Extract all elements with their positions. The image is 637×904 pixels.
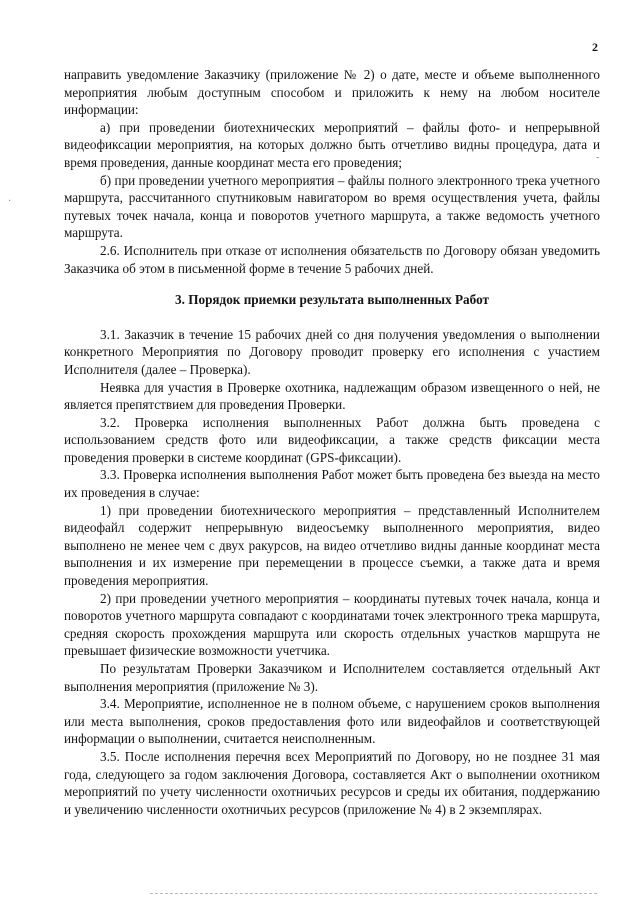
paragraph-case-2: 2) при проведении учетного мероприятия – координаты путевых точек начала, конца и поворотов учетного маршрута совпадают с координатами точек электронного трека маршрута, средняя скорость прохождения маршрута или скорость отдельных участков маршрута не превышает физические возможности учетчика. [64, 590, 600, 659]
scan-speck: - [596, 152, 600, 163]
paragraph-inspection-act: По результатам Проверки Заказчиком и Исполнителем составляется отдельный Акт выполнения мероприятия (приложение № 3). [64, 661, 600, 694]
page-number: 2 [592, 40, 598, 54]
document-body [64, 66, 600, 818]
paragraph-clause-3-1: 3.1. Заказчик в течение 15 рабочих дней со дня получения уведомления о выполнении конкретного Мероприятия по Договору проводит проверку его исполнения с участием Исполнителя (далее – Проверка). [64, 326, 600, 377]
paragraph-clause-3-4: 3.4. Мероприятие, исполненное не в полном объеме, с нарушением сроков выполнения или места выполнения, сроков предоставления фото или видеофайлов и соответствующей информации о выполнении, считается неисполненным. [64, 696, 600, 747]
scan-speck: · [8, 196, 12, 207]
paragraph-clause-3-2: 3.2. Проверка исполнения выполненных Работ должна быть проведена с использованием средств фото или видеофиксации, а также средств фиксации места проведения проверки в системе координат (GPS-фиксации). [64, 414, 600, 465]
paragraph-case-1: 1) при проведении биотехнического мероприятия – представленный Исполнителем видеофайл содержит непрерывную видеосъемку выполненного мероприятия, видео выполнено не менее чем с двух ракурсов, на видео отчетливо видны данные координат места выполнения и их измерение при перемещении в процессе съемки, а также дата и время проведения мероприятия. [64, 502, 600, 589]
section-heading: 3. Порядок приемки результата выполненных Работ [175, 292, 489, 308]
paragraph-item-b-survey: б) при проведении учетного мероприятия – файлы полного электронного трека учетного маршрута, рассчитанного спутниковым навигатором во время осуществления учета, файлы путевых точек начала, конца и поворотов учетного маршрута, а также ведомость учетного маршрута. [64, 172, 600, 241]
paragraph-clause-3-5: 3.5. После исполнения перечня всех Мероприятий по Договору, но не позднее 31 мая года, следующего за годом заключения Договора, составляется Акт о выполнении охотником мероприятий по учету численности охотничьих ресурсов и среды их обитания, поддержанию и увеличению численности охотничьих ресурсов (приложение № 4) в 2 экземплярах. [64, 748, 600, 817]
paragraph-notify-customer: направить уведомление Заказчику (приложение № 2) о дате, месте и объеме выполненного мероприятия любым доступным способом и приложить к нему на любом носителе информации: [64, 67, 600, 118]
paragraph-clause-2-6: 2.6. Исполнитель при отказе от исполнения обязательств по Договору обязан уведомить Заказчика об этом в письменной форме в течение 5 рабочих дней. [64, 242, 600, 276]
paragraph-item-a-biotech: а) при проведении биотехнических мероприятий – файлы фото- и непрерывной видеофиксации мероприятия, на которых должно быть отчетливо видны процедура, дата и время проведения, данные координат места его проведения; [64, 119, 600, 170]
scan-edge-rule [150, 893, 597, 894]
paragraph-clause-3-3: 3.3. Проверка исполнения выполнения Работ может быть проведена без выезда на место их проведения в случае: [64, 467, 600, 501]
paragraph-no-show: Неявка для участия в Проверке охотника, надлежащим образом извещенного о ней, не является препятствием для проведения Проверки. [64, 379, 600, 413]
